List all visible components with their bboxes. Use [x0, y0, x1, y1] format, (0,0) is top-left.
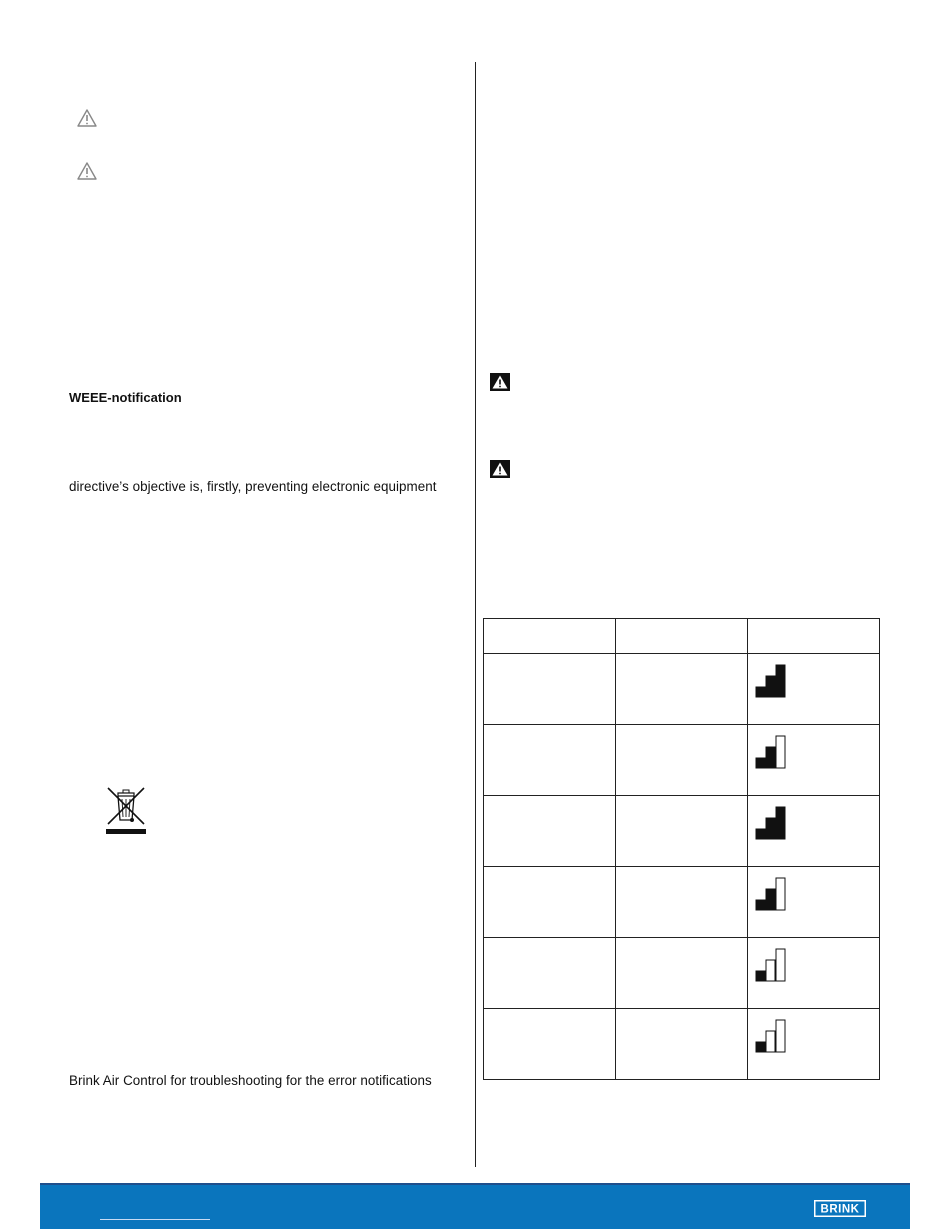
- table-cell: [748, 796, 880, 867]
- signal-bar-empty: [776, 878, 785, 910]
- table-row: [484, 725, 880, 796]
- table-cell: [616, 1009, 748, 1080]
- warning-outline-icon: [77, 109, 97, 127]
- table-cell: [616, 938, 748, 1009]
- signal-strength-icon: [755, 1019, 789, 1053]
- signal-bar-filled: [766, 747, 775, 768]
- table-row: [484, 867, 880, 938]
- signal-strength-icon: [755, 877, 789, 911]
- weee-bin-icon: [104, 784, 148, 836]
- table-cell: [484, 796, 616, 867]
- table-cell: [616, 867, 748, 938]
- table-cell: [484, 867, 616, 938]
- signal-bar-filled: [756, 971, 765, 981]
- footer-link-underline[interactable]: [100, 1219, 210, 1220]
- signal-bar-empty: [766, 1031, 775, 1052]
- table-cell: [616, 796, 748, 867]
- signal-bar-filled: [776, 665, 785, 697]
- table-cell: [484, 654, 616, 725]
- table-row: [484, 654, 880, 725]
- warning-outline-icon: [77, 162, 97, 180]
- warning-filled-icon: [490, 460, 510, 478]
- signal-bar-filled: [756, 758, 765, 768]
- table-cell: [748, 938, 880, 1009]
- table-header-cell: [748, 619, 880, 654]
- table-cell: [484, 938, 616, 1009]
- table-cell: [616, 654, 748, 725]
- signal-bar-filled: [766, 889, 775, 910]
- brink-logo: [814, 1200, 866, 1217]
- table-cell: [748, 725, 880, 796]
- svg-text:BRINK: BRINK: [820, 1203, 860, 1216]
- table-row: [484, 938, 880, 1009]
- table-header-row: [484, 619, 880, 654]
- table-cell: [616, 725, 748, 796]
- signal-strength-icon: [755, 735, 789, 769]
- signal-bar-filled: [756, 829, 765, 839]
- signal-bar-empty: [776, 949, 785, 981]
- table-cell: [748, 1009, 880, 1080]
- table-cell: [484, 1009, 616, 1080]
- table-cell: [748, 867, 880, 938]
- signal-strength-icon: [755, 948, 789, 982]
- signal-bar-filled: [766, 676, 775, 697]
- column-divider: [475, 62, 476, 1167]
- table-header-cell: [616, 619, 748, 654]
- signal-strength-table: [483, 618, 880, 1080]
- troubleshooting-text-line: Brink Air Control for troubleshooting for the error notifications: [69, 1073, 432, 1088]
- table-header-cell: [484, 619, 616, 654]
- table-row: [484, 796, 880, 867]
- table-cell: [484, 725, 616, 796]
- signal-strength-icon: [755, 664, 789, 698]
- table-cell: [748, 654, 880, 725]
- warning-filled-icon: [490, 373, 510, 391]
- signal-bar-filled: [776, 807, 785, 839]
- signal-bar-filled: [756, 900, 765, 910]
- weee-heading: WEEE-notification: [69, 390, 182, 405]
- table-row: [484, 1009, 880, 1080]
- signal-bar-empty: [776, 1020, 785, 1052]
- signal-bar-filled: [756, 1042, 765, 1052]
- directive-text-line: directive’s objective is, firstly, preventing electronic equipment: [69, 479, 437, 494]
- signal-bar-filled: [766, 818, 775, 839]
- signal-strength-icon: [755, 806, 789, 840]
- signal-bar-filled: [756, 687, 765, 697]
- footer-bar: [40, 1185, 910, 1229]
- signal-bar-empty: [766, 960, 775, 981]
- signal-bar-empty: [776, 736, 785, 768]
